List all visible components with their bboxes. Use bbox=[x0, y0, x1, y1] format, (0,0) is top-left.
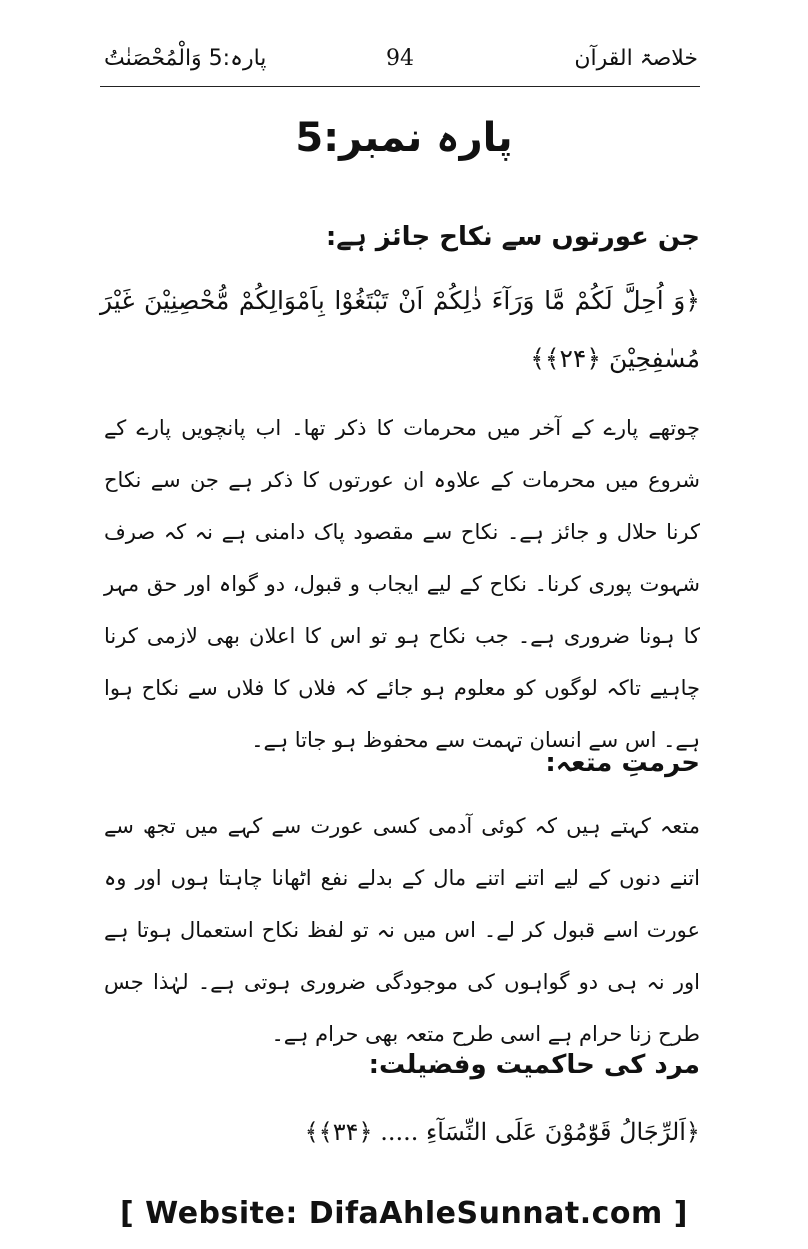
quran-ayah-nikah: ﴿وَ اُحِلَّ لَكُمْ مَّا وَرَآءَ ذٰلِكُمْ اَنْ تَبْتَغُوْا بِاَمْوَالِكُمْ مُّحْصِنِيْنَ غَيْرَ مُسٰفِحِيْنَ ﴿۲۴﴾﴾ bbox=[100, 286, 700, 373]
section-heading-mutah: حرمتِ متعہ: bbox=[545, 748, 700, 778]
page-number: 94 bbox=[386, 46, 414, 71]
website-footer: [ Website: DifaAhleSunnat.com ] bbox=[120, 1196, 688, 1231]
book-title: خلاصۃ القرآن bbox=[574, 46, 698, 71]
paragraph-mutah: متعہ کہتے ہیں کہ کوئی آدمی کسی عورت سے کہے میں تجھ سے اتنے دنوں کے لیے اتنے اتنے مال کے بدلے نفع اٹھانا چاہتا ہوں اور وہ عورت اسے قبول کر لے۔ اس میں نہ تو لفظ نکاح استعمال ہوتا ہے اور نہ ہی دو گواہوں کی موجودگی ضروری ہوتی ہے۔ لہٰذا جس طرح زنا حرام ہے اسی طرح متعہ بھی حرام ہے۔ bbox=[104, 814, 700, 1046]
quran-ayah-qawwam: ﴿اَلرِّجَالُ قَوّٰمُوْنَ عَلَى النِّسَآءِ ..... ﴿۳۴﴾﴾ bbox=[304, 1118, 700, 1146]
page-header bbox=[100, 42, 700, 87]
para-label: پارہ:5 وَالْمُحْصَنٰتُ bbox=[104, 46, 267, 71]
section-heading-qawwam: مرد کی حاکمیت وفضیلت: bbox=[368, 1050, 700, 1080]
page-title: پارہ نمبر:5 bbox=[295, 115, 513, 161]
section-heading-nikah: جن عورتوں سے نکاح جائز ہے: bbox=[325, 222, 700, 252]
paragraph-nikah: چوتھے پارے کے آخر میں محرمات کا ذکر تھا۔ اب پانچویں پارے کے شروع میں محرمات کے علاوہ ان عورتوں کا ذکر ہے جن سے نکاح کرنا حلال و جائز ہے۔ نکاح سے مقصود پاک دامنی ہے نہ کہ صرف شہوت پوری کرنا۔ نکاح کے لیے ایجاب و قبول، دو گواہ اور حق مہر کا ہونا ضروری ہے۔ جب نکاح ہو تو اس کا اعلان بھی لازمی کرنا چاہیے تاکہ لوگوں کو معلوم ہو جائے کہ فلاں کا فلاں سے نکاح ہوا ہے۔ اس سے انسان تہمت سے محفوظ ہو جاتا ہے۔ bbox=[104, 416, 700, 752]
